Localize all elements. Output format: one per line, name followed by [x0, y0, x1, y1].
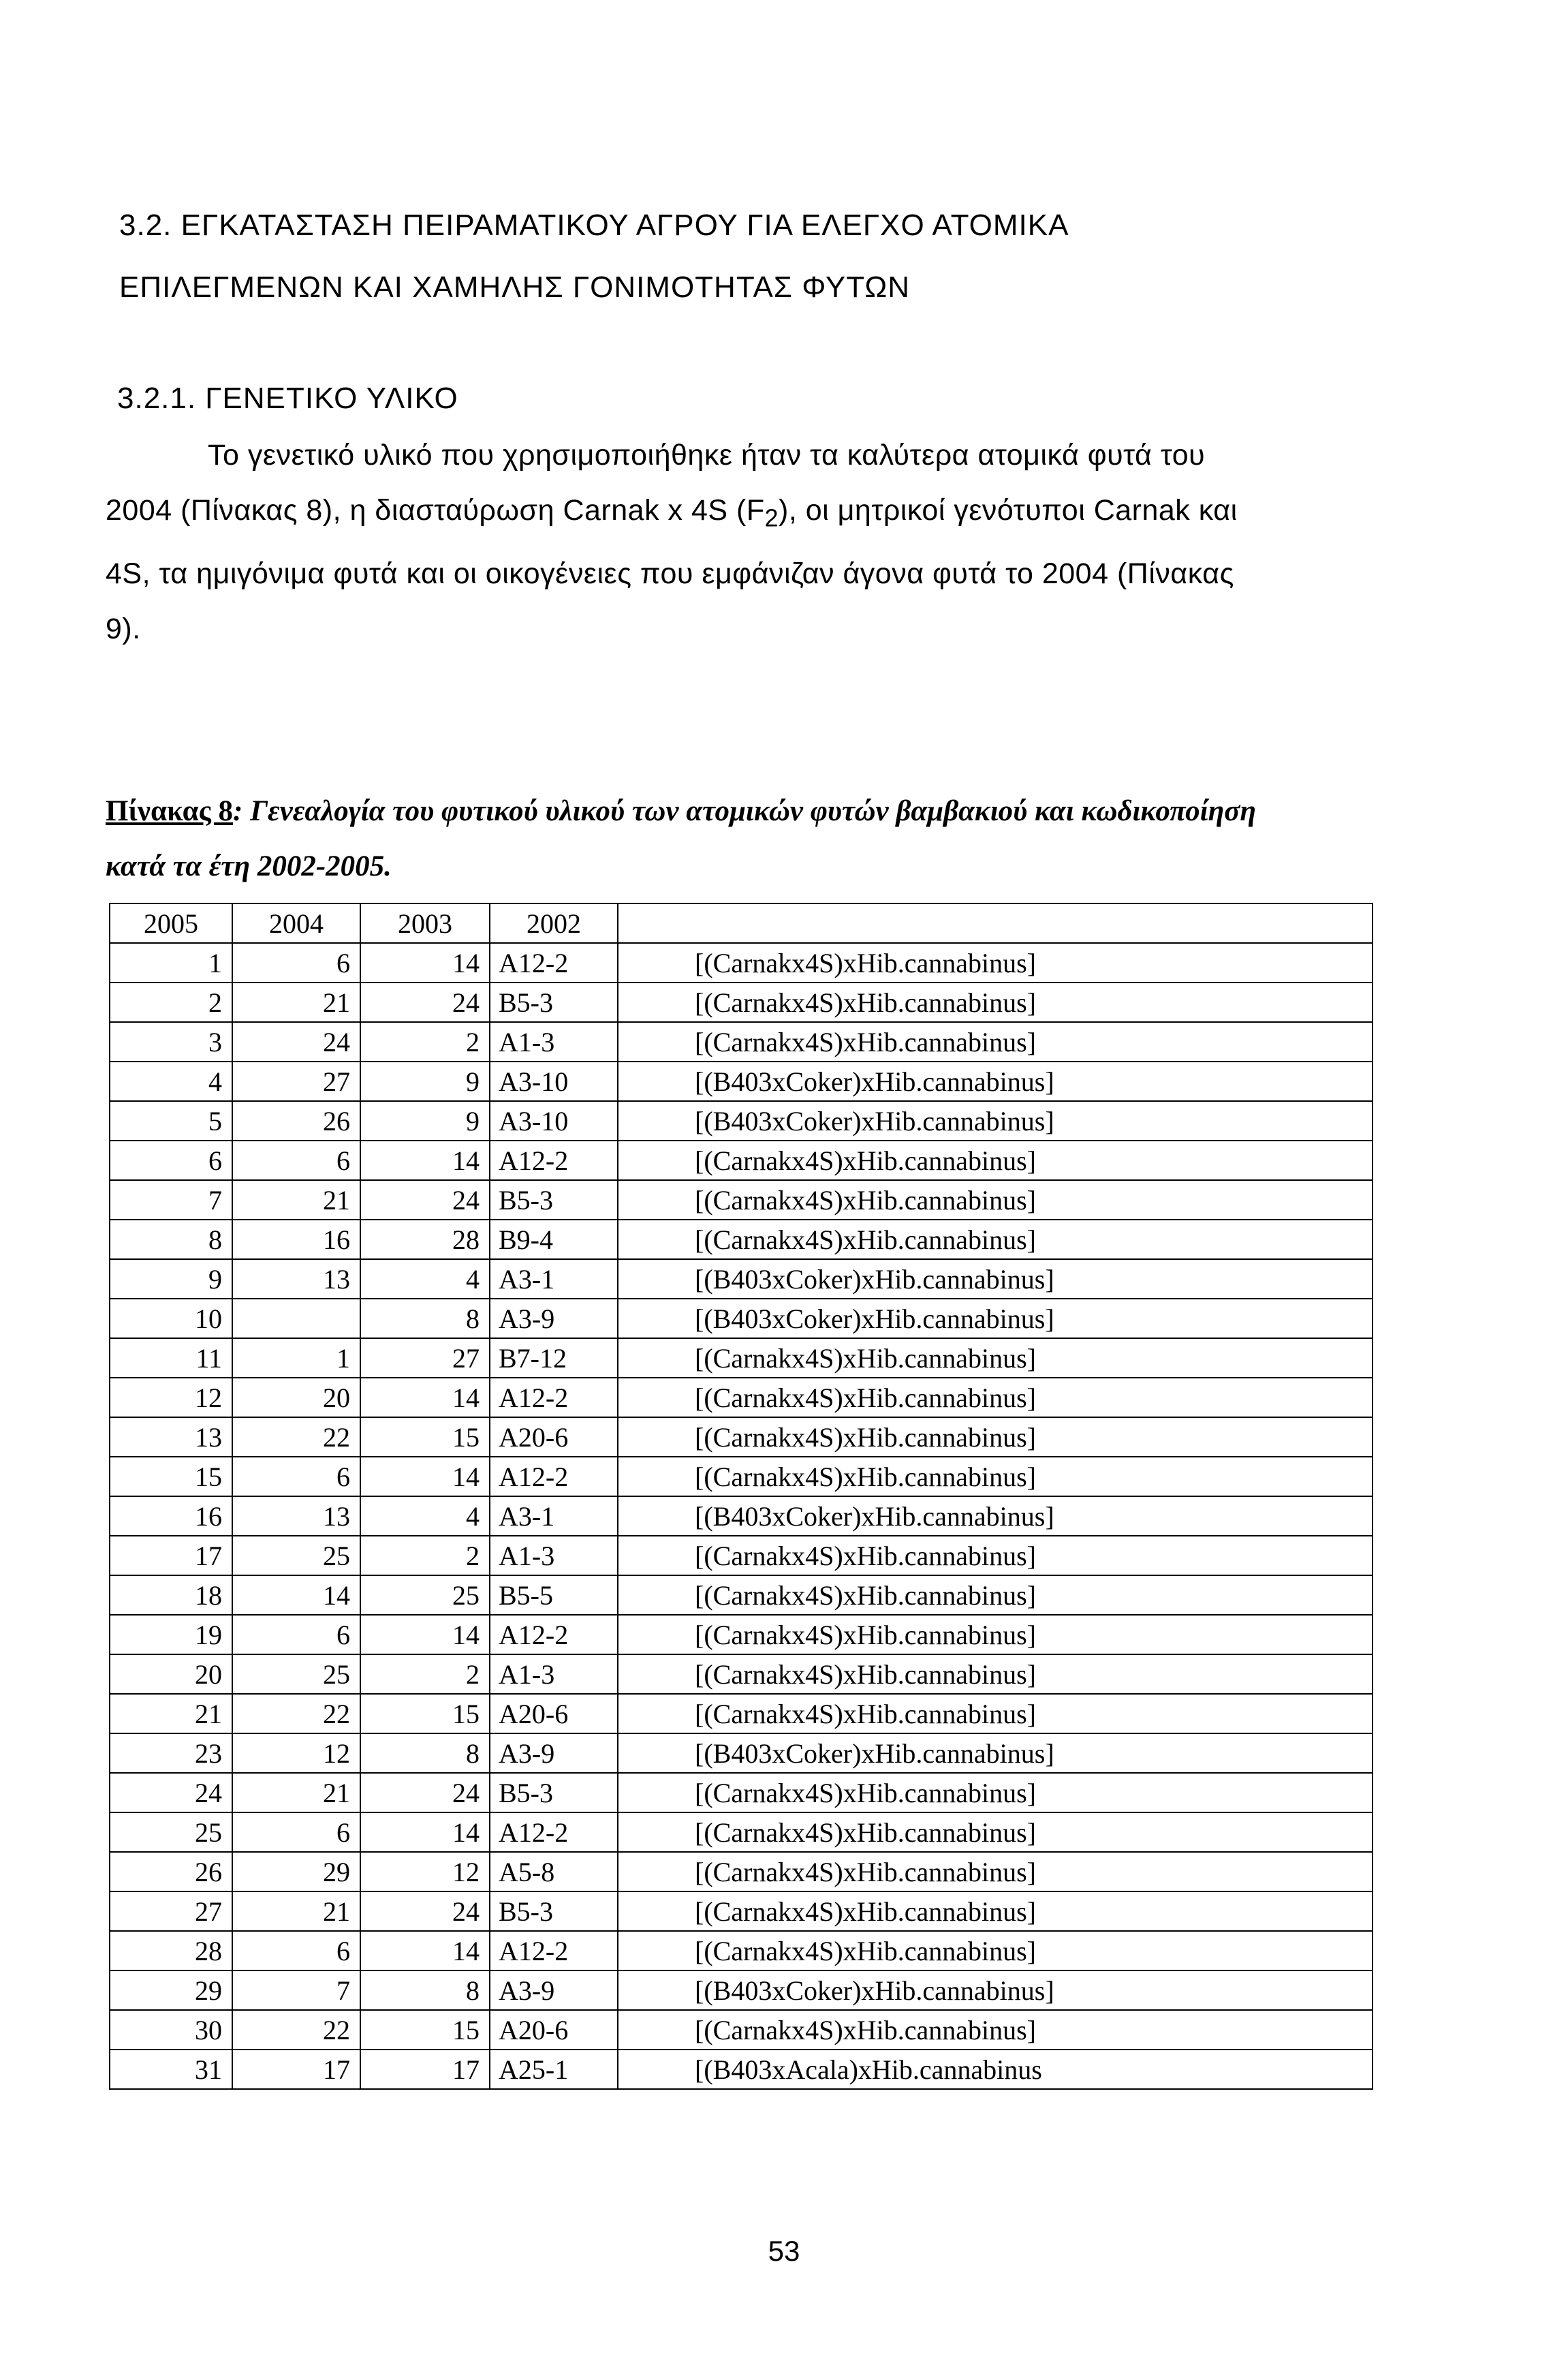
- cell-2002: A12-2: [490, 1931, 618, 1970]
- table-row: [110, 1654, 1373, 1694]
- table-row: [110, 1931, 1373, 1970]
- cell-parentage: [(Carnakx4S)xHib.cannabinus]: [618, 1852, 1373, 1891]
- body-paragraph: [106, 428, 1257, 657]
- table-row: [110, 1575, 1373, 1615]
- cell-2004: 14: [232, 1575, 360, 1615]
- cell-2003: 15: [360, 2010, 490, 2050]
- cell-2003: 25: [360, 1575, 490, 1615]
- cell-2002: A1-3: [490, 1654, 618, 1694]
- cell-2005: 23: [110, 1733, 232, 1773]
- cell-2005: 7: [110, 1180, 232, 1220]
- cell-parentage: [(Carnakx4S)xHib.cannabinus]: [618, 1457, 1373, 1496]
- cell-parentage: [(Carnakx4S)xHib.cannabinus]: [618, 1338, 1373, 1378]
- cell-2002: A12-2: [490, 1141, 618, 1180]
- cell-2004: 6: [232, 1615, 360, 1654]
- cell-2004: 6: [232, 1141, 360, 1180]
- cell-2005: 1: [110, 943, 232, 983]
- cell-2004: 26: [232, 1101, 360, 1141]
- cell-2003: 14: [360, 1141, 490, 1180]
- cell-parentage: [(Carnakx4S)xHib.cannabinus]: [618, 1022, 1373, 1062]
- cell-2003: 27: [360, 1338, 490, 1378]
- cell-2005: 6: [110, 1141, 232, 1180]
- cell-parentage: [(Carnakx4S)xHib.cannabinus]: [618, 1141, 1373, 1180]
- cell-2003: 9: [360, 1101, 490, 1141]
- table-row: [110, 1773, 1373, 1812]
- cell-2002: A3-1: [490, 1496, 618, 1536]
- cell-2002: A3-9: [490, 1970, 618, 2010]
- cell-2004: 6: [232, 1931, 360, 1970]
- cell-2004: 25: [232, 1536, 360, 1575]
- table-row: [110, 2010, 1373, 2050]
- cell-2005: 9: [110, 1259, 232, 1299]
- cell-parentage: [(Carnakx4S)xHib.cannabinus]: [618, 1773, 1373, 1812]
- cell-2002: A12-2: [490, 943, 618, 983]
- cell-2004: 6: [232, 1812, 360, 1852]
- table-row: [110, 1101, 1373, 1141]
- cell-parentage: [(B403xCoker)xHib.cannabinus]: [618, 1101, 1373, 1141]
- cell-2005: 17: [110, 1536, 232, 1575]
- cell-2005: 16: [110, 1496, 232, 1536]
- cell-2004: [232, 1299, 360, 1338]
- cell-2003: 24: [360, 1180, 490, 1220]
- cell-parentage: [(B403xCoker)xHib.cannabinus]: [618, 1299, 1373, 1338]
- cell-2003: 15: [360, 1694, 490, 1733]
- table-row: [110, 1378, 1373, 1417]
- cell-2004: 6: [232, 1457, 360, 1496]
- table-row: [110, 1457, 1373, 1496]
- cell-2003: 24: [360, 983, 490, 1022]
- cell-2005: 8: [110, 1220, 232, 1259]
- paragraph-subscript: 2: [764, 504, 779, 532]
- cell-2004: 25: [232, 1654, 360, 1694]
- table-header-row: [110, 903, 1373, 943]
- cell-2002: A12-2: [490, 1378, 618, 1417]
- table-caption-label: Πίνακας 8: [106, 795, 234, 827]
- cell-2002: A1-3: [490, 1536, 618, 1575]
- cell-parentage: [(B403xCoker)xHib.cannabinus]: [618, 1733, 1373, 1773]
- cell-2002: A1-3: [490, 1022, 618, 1062]
- cell-2004: 29: [232, 1852, 360, 1891]
- cell-parentage: [(Carnakx4S)xHib.cannabinus]: [618, 1891, 1373, 1931]
- cell-2004: 20: [232, 1378, 360, 1417]
- cell-parentage: [(Carnakx4S)xHib.cannabinus]: [618, 1220, 1373, 1259]
- cell-2004: 24: [232, 1022, 360, 1062]
- cell-2004: 7: [232, 1970, 360, 2010]
- cell-parentage: [(Carnakx4S)xHib.cannabinus]: [618, 1931, 1373, 1970]
- cell-2003: 9: [360, 1062, 490, 1101]
- table-row: [110, 1141, 1373, 1180]
- cell-2003: 4: [360, 1496, 490, 1536]
- cell-2002: A20-6: [490, 1417, 618, 1457]
- cell-2004: 27: [232, 1062, 360, 1101]
- cell-2002: A3-9: [490, 1733, 618, 1773]
- cell-2003: 2: [360, 1022, 490, 1062]
- cell-2002: A12-2: [490, 1615, 618, 1654]
- cell-2002: B5-3: [490, 1891, 618, 1931]
- cell-parentage: [(Carnakx4S)xHib.cannabinus]: [618, 1536, 1373, 1575]
- section-heading-line1: 3.2. ΕΓΚΑΤΑΣΤΑΣΗ ΠΕΙΡΑΜΑΤΙΚΟΥ ΑΓΡΟΥ ΓΙΑ ΕΛΕΓΧΟ ΑΤΟΜΙΚΑ: [119, 208, 1069, 242]
- cell-parentage: [(Carnakx4S)xHib.cannabinus]: [618, 1615, 1373, 1654]
- cell-2004: 21: [232, 983, 360, 1022]
- cell-2003: 4: [360, 1259, 490, 1299]
- table-row: [110, 1970, 1373, 2010]
- cell-2003: 14: [360, 1812, 490, 1852]
- cell-2005: 26: [110, 1852, 232, 1891]
- cell-2003: 14: [360, 1931, 490, 1970]
- table-row: [110, 1417, 1373, 1457]
- cell-parentage: [(Carnakx4S)xHib.cannabinus]: [618, 1575, 1373, 1615]
- cell-parentage: [(Carnakx4S)xHib.cannabinus]: [618, 983, 1373, 1022]
- genealogy-table: [109, 903, 1373, 2090]
- cell-2005: 20: [110, 1654, 232, 1694]
- cell-2005: 18: [110, 1575, 232, 1615]
- header-cell: [618, 903, 1373, 943]
- cell-2002: A3-10: [490, 1062, 618, 1101]
- cell-2002: B5-3: [490, 983, 618, 1022]
- cell-2005: 3: [110, 1022, 232, 1062]
- cell-parentage: [(Carnakx4S)xHib.cannabinus]: [618, 2010, 1373, 2050]
- cell-2002: A5-8: [490, 1852, 618, 1891]
- cell-2003: 28: [360, 1220, 490, 1259]
- subsection-heading: 3.2.1. ΓΕΝΕΤΙΚΟ ΥΛΙΚΟ: [117, 382, 458, 415]
- section-heading-line2: ΕΠΙΛΕΓΜΕΝΩΝ ΚΑΙ ΧΑΜΗΛΗΣ ΓΟΝΙΜΟΤΗΤΑΣ ΦΥΤΩΝ: [119, 270, 911, 304]
- cell-parentage: [(Carnakx4S)xHib.cannabinus]: [618, 1812, 1373, 1852]
- cell-2002: A3-9: [490, 1299, 618, 1338]
- cell-2005: 29: [110, 1970, 232, 2010]
- cell-2004: 22: [232, 1417, 360, 1457]
- page-number: 53: [768, 2235, 800, 2267]
- cell-2005: 24: [110, 1773, 232, 1812]
- cell-2003: 15: [360, 1417, 490, 1457]
- cell-2003: 14: [360, 1615, 490, 1654]
- cell-2004: 12: [232, 1733, 360, 1773]
- cell-2003: 14: [360, 1378, 490, 1417]
- cell-2005: 31: [110, 2050, 232, 2089]
- cell-2002: B5-5: [490, 1575, 618, 1615]
- cell-2005: 19: [110, 1615, 232, 1654]
- table-row: [110, 1615, 1373, 1654]
- cell-2003: 17: [360, 2050, 490, 2089]
- cell-2005: 10: [110, 1299, 232, 1338]
- cell-parentage: [(B403xCoker)xHib.cannabinus]: [618, 1970, 1373, 2010]
- cell-2004: 17: [232, 2050, 360, 2089]
- table-row: [110, 1259, 1373, 1299]
- cell-2004: 22: [232, 1694, 360, 1733]
- cell-2004: 6: [232, 943, 360, 983]
- table-row: [110, 1536, 1373, 1575]
- cell-2005: 27: [110, 1891, 232, 1931]
- cell-2003: 2: [360, 1536, 490, 1575]
- table-row: [110, 1062, 1373, 1101]
- table-row: [110, 1022, 1373, 1062]
- cell-2005: 15: [110, 1457, 232, 1496]
- cell-2002: A20-6: [490, 2010, 618, 2050]
- table-row: [110, 1891, 1373, 1931]
- header-cell: 2004: [232, 903, 360, 943]
- table-caption-text: : Γενεαλογία του φυτικού υλικού των ατομικών φυτών βαμβακιού και κωδικοποίηση κατά τα έτη 2002-2005.: [106, 795, 1256, 882]
- cell-parentage: [(Carnakx4S)xHib.cannabinus]: [618, 1694, 1373, 1733]
- table-row: [110, 1496, 1373, 1536]
- cell-parentage: [(Carnakx4S)xHib.cannabinus]: [618, 1378, 1373, 1417]
- cell-2002: B5-3: [490, 1180, 618, 1220]
- table-row: [110, 1694, 1373, 1733]
- cell-2005: 28: [110, 1931, 232, 1970]
- cell-2003: 12: [360, 1852, 490, 1891]
- cell-2005: 11: [110, 1338, 232, 1378]
- cell-2005: 5: [110, 1101, 232, 1141]
- cell-2003: 24: [360, 1773, 490, 1812]
- cell-2002: A3-10: [490, 1101, 618, 1141]
- table-row: [110, 1338, 1373, 1378]
- cell-2002: A12-2: [490, 1457, 618, 1496]
- table-row: [110, 943, 1373, 983]
- cell-2005: 30: [110, 2010, 232, 2050]
- cell-2003: 8: [360, 1733, 490, 1773]
- cell-2003: 8: [360, 1299, 490, 1338]
- cell-2004: 13: [232, 1259, 360, 1299]
- cell-2003: 14: [360, 943, 490, 983]
- table-row: [110, 1180, 1373, 1220]
- cell-parentage: [(B403xCoker)xHib.cannabinus]: [618, 1496, 1373, 1536]
- cell-2004: 21: [232, 1773, 360, 1812]
- table-caption: [106, 784, 1277, 894]
- table-row: [110, 2050, 1373, 2089]
- paragraph-part2: ), οι μητρικοί γενότυποι Carnak και 4S, τα ημιγόνιμα φυτά και οι οικογένειες που εμφάνιζαν άγονα φυτά το 2004 (Πίνακας 9).: [106, 494, 1238, 645]
- cell-parentage: [(Carnakx4S)xHib.cannabinus]: [618, 1417, 1373, 1457]
- table-row: [110, 1299, 1373, 1338]
- cell-2005: 4: [110, 1062, 232, 1101]
- cell-parentage: [(Carnakx4S)xHib.cannabinus]: [618, 943, 1373, 983]
- cell-2004: 21: [232, 1180, 360, 1220]
- table-row: [110, 983, 1373, 1022]
- table-row: [110, 1220, 1373, 1259]
- cell-2002: B9-4: [490, 1220, 618, 1259]
- cell-parentage: [(B403xCoker)xHib.cannabinus]: [618, 1259, 1373, 1299]
- cell-2005: 21: [110, 1694, 232, 1733]
- cell-2003: 24: [360, 1891, 490, 1931]
- cell-2002: A20-6: [490, 1694, 618, 1733]
- cell-parentage: [(Carnakx4S)xHib.cannabinus]: [618, 1654, 1373, 1694]
- table-row: [110, 1852, 1373, 1891]
- cell-2003: 2: [360, 1654, 490, 1694]
- cell-parentage: [(B403xCoker)xHib.cannabinus]: [618, 1062, 1373, 1101]
- cell-2005: 12: [110, 1378, 232, 1417]
- header-cell: 2002: [490, 903, 618, 943]
- cell-2004: 16: [232, 1220, 360, 1259]
- cell-2002: B7-12: [490, 1338, 618, 1378]
- cell-2002: A25-1: [490, 2050, 618, 2089]
- paragraph-part1: Το γενετικό υλικό που χρησιμοποιήθηκε ήταν τα καλύτερα ατομικά φυτά του 2004 (Πίνακας 8), η διασταύρωση Carnak x 4S (F: [106, 439, 1206, 527]
- table-row: [110, 1812, 1373, 1852]
- cell-2004: 21: [232, 1891, 360, 1931]
- cell-2005: 13: [110, 1417, 232, 1457]
- cell-2004: 22: [232, 2010, 360, 2050]
- cell-parentage: [(Carnakx4S)xHib.cannabinus]: [618, 1180, 1373, 1220]
- cell-2004: 13: [232, 1496, 360, 1536]
- cell-2003: 8: [360, 1970, 490, 2010]
- cell-2004: 1: [232, 1338, 360, 1378]
- header-cell: 2005: [110, 903, 232, 943]
- header-cell: 2003: [360, 903, 490, 943]
- cell-parentage: [(B403xAcala)xHib.cannabinus: [618, 2050, 1373, 2089]
- cell-2005: 25: [110, 1812, 232, 1852]
- cell-2002: A12-2: [490, 1812, 618, 1852]
- cell-2005: 2: [110, 983, 232, 1022]
- cell-2002: A3-1: [490, 1259, 618, 1299]
- table-row: [110, 1733, 1373, 1773]
- cell-2003: 14: [360, 1457, 490, 1496]
- cell-2002: B5-3: [490, 1773, 618, 1812]
